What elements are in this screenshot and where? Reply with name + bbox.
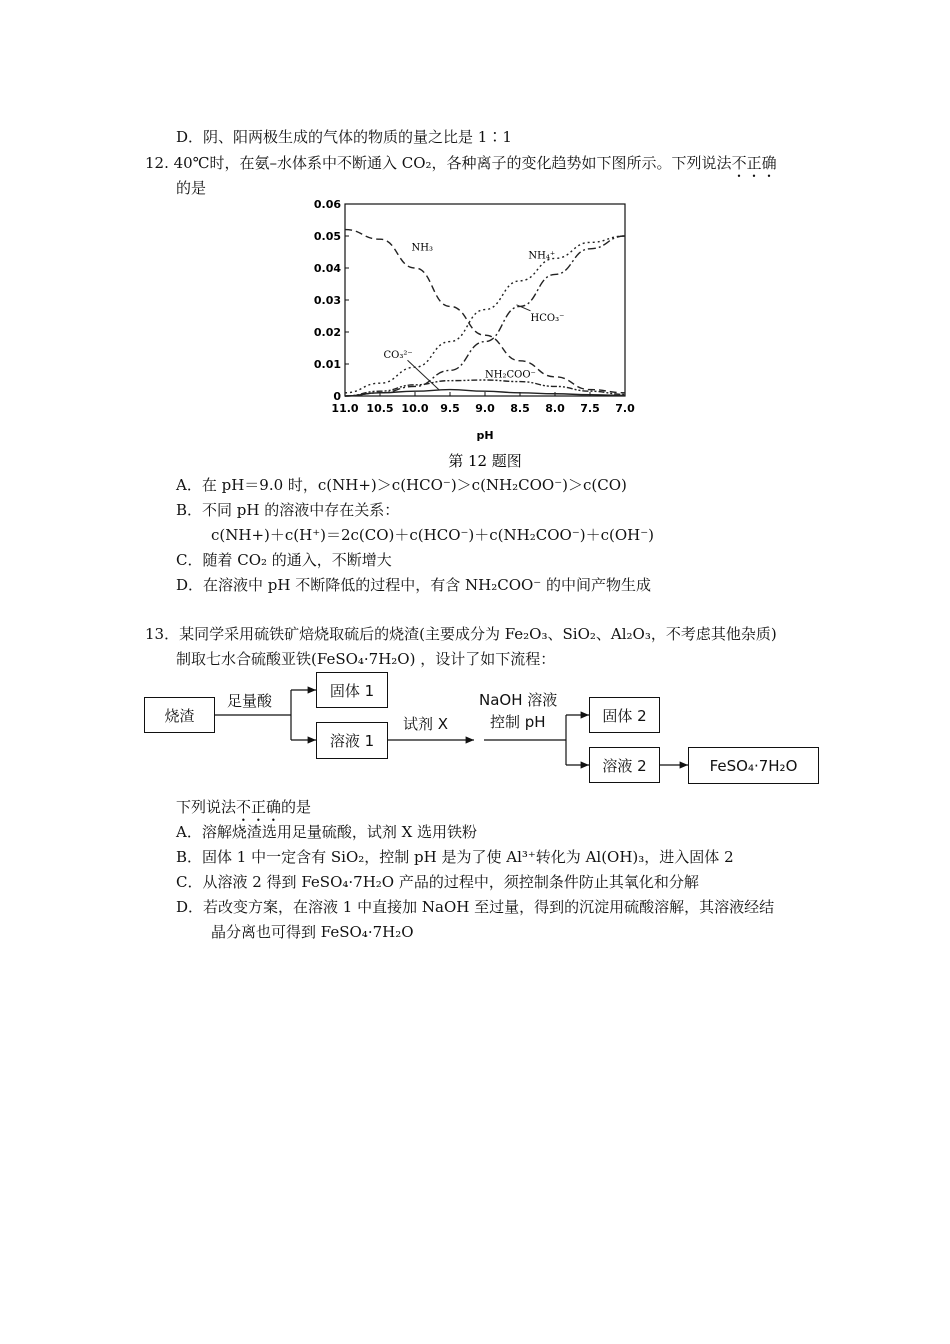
q11-option-d: D．阴、阳两极生成的气体的物质的量之比是 1∶1 bbox=[176, 128, 512, 146]
q12-option-b-equation: c(NH+)＋c(H⁺)＝2c(CO)＋c(HCO⁻)＋c(NH₂COO⁻)＋c(OH⁻) bbox=[211, 526, 654, 544]
q13-question-pre: 下列说法 bbox=[176, 798, 237, 816]
chart-x-tick-label: 8.5 bbox=[510, 402, 530, 415]
flow-label-control-ph: 控制 pH bbox=[490, 713, 546, 731]
chart-x-tick-label: 7.5 bbox=[580, 402, 600, 415]
chart-x-tick-label: 10.5 bbox=[366, 402, 394, 415]
flow-box-solution2: 溶液 2 bbox=[589, 747, 660, 783]
q13-option-a: A．溶解烧渣选用足量硫酸，试剂 X 选用铁粉 bbox=[176, 823, 478, 841]
chart-x-tick-label: 7.0 bbox=[615, 402, 635, 415]
chart-y-tick-label: 0 bbox=[333, 390, 341, 403]
q13-option-d-cont: 晶分离也可得到 FeSO₄·7H₂O bbox=[211, 923, 414, 941]
flow-box-product: FeSO₄·7H₂O bbox=[688, 747, 819, 784]
chart-caption: 第 12 题图 bbox=[448, 452, 522, 470]
q13-question-emphasis: 不正确 bbox=[236, 798, 282, 816]
q13-stem-line2: 制取七水合硫酸亚铁(FeSO₄·7H₂O) ，设计了如下流程： bbox=[176, 650, 556, 668]
q13-option-d: D．若改变方案，在溶液 1 中直接加 NaOH 至过量，得到的沉淀用硫酸溶解，其溶液经结 bbox=[176, 898, 775, 916]
q12-stem-line2: 的是 bbox=[176, 179, 207, 197]
chart-y-tick-label: 0.01 bbox=[313, 358, 341, 371]
q12-option-d: D．在溶液中 pH 不断降低的过程中，有含 NH₂COO⁻ 的中间产物生成 bbox=[176, 576, 651, 594]
chart-y-tick-label: 0.05 bbox=[313, 230, 341, 243]
q12-option-b: B．不同 pH 的溶液中存在关系： bbox=[176, 501, 400, 519]
flow-box-solid2: 固体 2 bbox=[589, 697, 660, 733]
chart-y-tick-label: 0.02 bbox=[313, 326, 341, 339]
chart-x-tick-label: 11.0 bbox=[331, 402, 359, 415]
chart-y-tick-label: 0.04 bbox=[313, 262, 341, 275]
flow-label-acid: 足量酸 bbox=[227, 692, 273, 710]
q13-question bbox=[176, 797, 311, 825]
q13-question-post: 的是 bbox=[281, 798, 312, 816]
chart-y-tick-label: 0.03 bbox=[313, 294, 341, 307]
chart-series-label: NH₂COO⁻ bbox=[485, 369, 536, 381]
chart-x-tick-label: 9.5 bbox=[440, 402, 460, 415]
flow-box-slag: 烧渣 bbox=[144, 697, 215, 733]
chart-x-tick-label: 9.0 bbox=[475, 402, 495, 415]
flow-box-solution1: 溶液 1 bbox=[316, 722, 388, 759]
q12-option-c: C．随着 CO₂ 的通入，不断增大 bbox=[176, 551, 392, 569]
q13-stem-line1: 13．某同学采用硫铁矿焙烧取硫后的烧渣(主要成分为 Fe₂O₃、SiO₂、Al₂O₃，不考虑其他杂质) bbox=[145, 625, 777, 643]
chart-series-label: NH₄⁺ bbox=[528, 250, 556, 262]
q12-option-a: A．在 pH＝9.0 时，c(NH+)＞c(HCO⁻)＞c(NH₂COO⁻)＞c(CO) bbox=[176, 476, 627, 494]
q13-option-b: B．固体 1 中一定含有 SiO₂，控制 pH 是为了使 Al³⁺转化为 Al(OH)₃，进入固体 2 bbox=[176, 848, 734, 866]
flow-label-reagent: 试剂 X bbox=[403, 715, 449, 733]
chart-series-label: CO₃²⁻ bbox=[383, 350, 413, 362]
q12-stem-text: 12. 40℃时，在氨–水体系中不断通入 CO₂，各种离子的变化趋势如下图所示。下列说法 bbox=[145, 154, 732, 172]
flow-box-solid1: 固体 1 bbox=[316, 672, 388, 708]
chart-x-tick-label: 8.0 bbox=[545, 402, 565, 415]
q12-stem-emphasis: 不正确 bbox=[731, 154, 777, 172]
q13-option-c: C．从溶液 2 得到 FeSO₄·7H₂O 产品的过程中，须控制条件防止其氧化和分解 bbox=[176, 873, 699, 891]
chart-x-tick-label: 10.0 bbox=[401, 402, 429, 415]
flow-label-naoh: NaOH 溶液 bbox=[479, 691, 558, 709]
chart-y-tick-label: 0.06 bbox=[313, 198, 341, 211]
chart-series-label: HCO₃⁻ bbox=[530, 312, 565, 324]
chart-series-label: NH₃ bbox=[411, 242, 433, 254]
chart-x-axis-label: pH bbox=[476, 429, 494, 442]
